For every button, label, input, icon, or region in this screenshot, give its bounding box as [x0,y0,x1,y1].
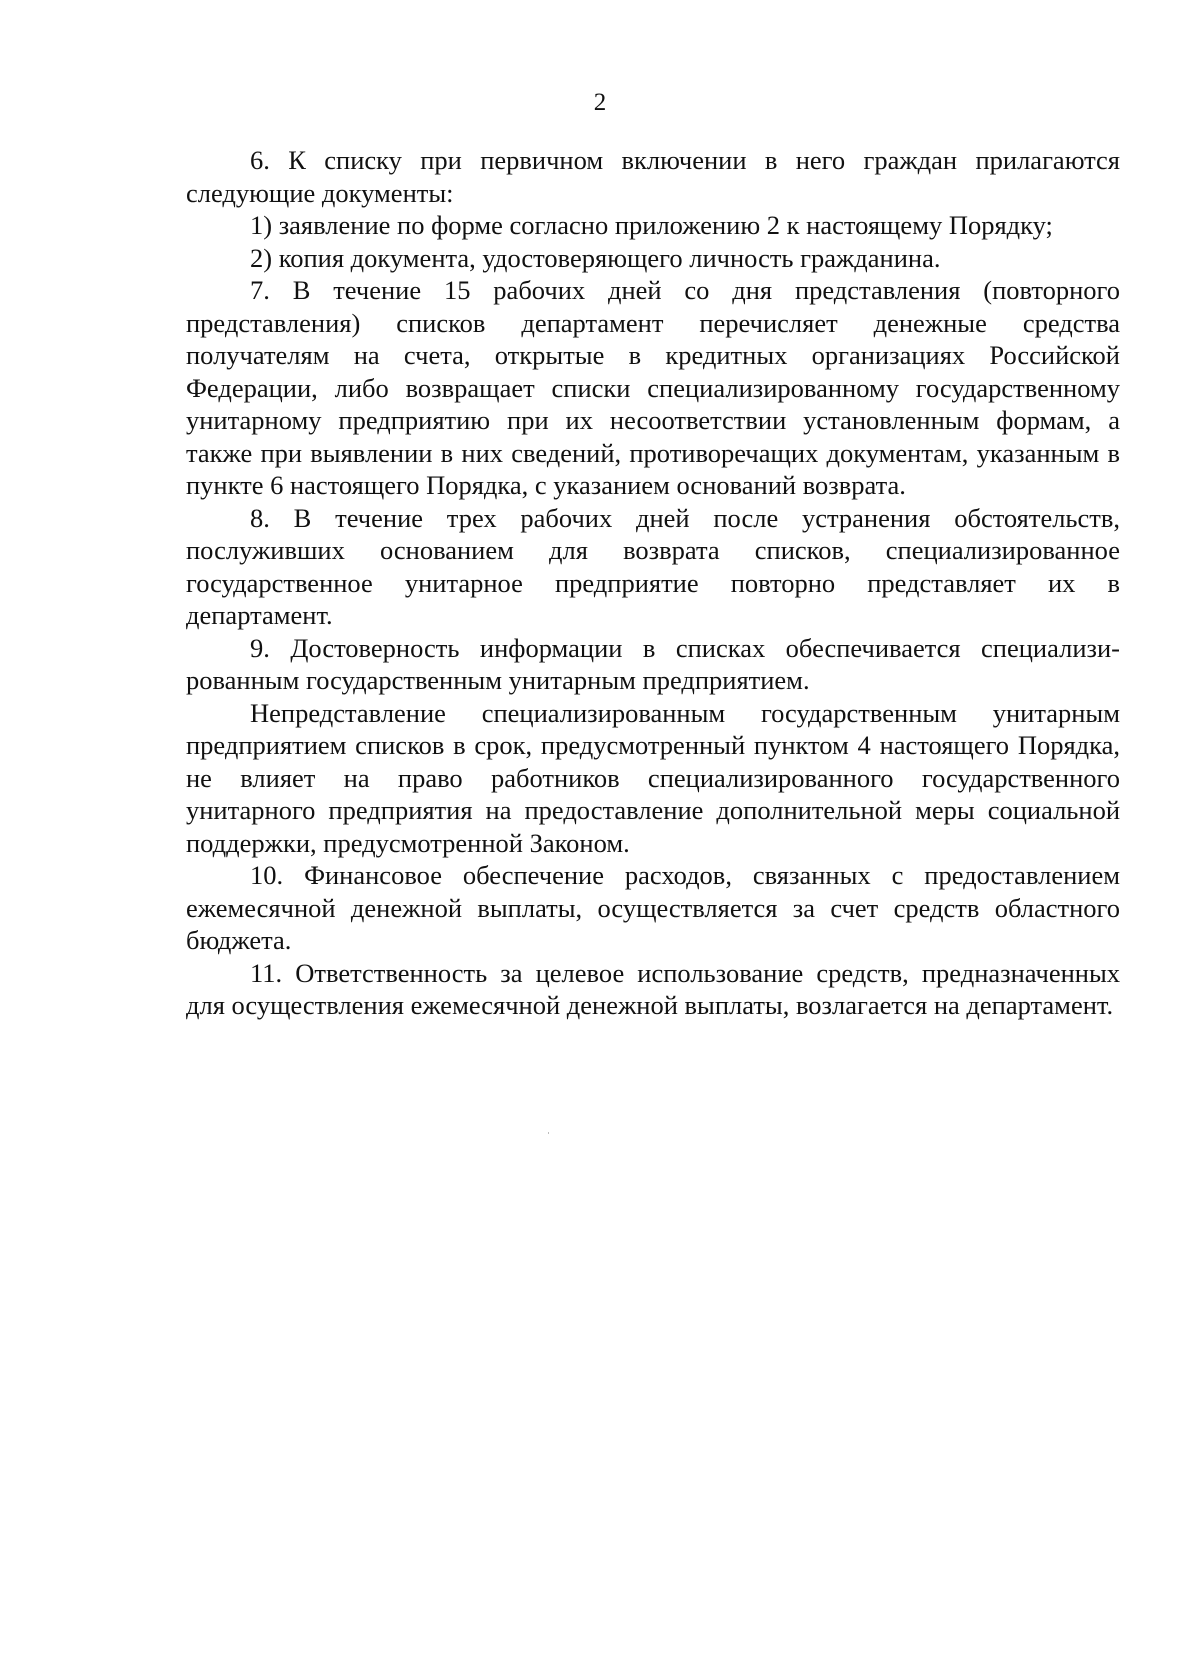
page-number: 2 [593,89,607,116]
paragraph-item-6: 6. К списку при первичном включении в него граждан прилагаются следующие документы: [186,145,1120,208]
paragraph-item-8: 8. В течение трех рабочих дней после устранения обстоятельств, послуживших основанием для возврата списков, специализированное государственное унитарное предприятие повторно представляет их в департамент. [186,502,1120,630]
document-body [186,144,1120,1022]
paragraph-item-10: 10. Финансовое обеспечение расходов, связанных с предоставлением ежемесячной денежной выплаты, осуществляется за счет средств областного бюджета. [186,860,1120,955]
paragraph-subitem-2: 2) копия документа, удостоверяющего личность гражданина. [250,242,941,273]
scan-artifact [548,1132,549,1134]
paragraph-subitem-1: 1) заявление по форме согласно приложению 2 к настоящему Порядку; [250,210,1053,240]
paragraph-item-9: 9. Достоверность информации в списках обеспечивается специализированным государственным унитарным предприятием. [186,632,1120,695]
paragraph-item-11: 11. Ответственность за целевое использование средств, предназначенных для осуществления ежемесячной денежной выплаты, возлагается на департамент. [186,957,1120,1020]
paragraph-item-7: 7. В течение 15 рабочих дней со дня представления (повторного представления) списков департамент перечисляет денежные средства получателям на счета, открытые в кредитных организациях Российской Федерации, либо возвращает списки специализированному государственному унитарному предприятию при их несоответствии установленным формам, а также при выявлении в них сведений, противоречащих документам, указанным в пункте 6 настоящего Порядка, с указанием оснований возврата. [186,275,1120,500]
paragraph-item-9-continuation: Непредставление специализированным государственным унитарным предприятием списков в срок, предусмотренный пунктом 4 настоящего Порядка, не влияет на право работников специализированного государственного унитарного предприятия на предоставление дополнительной меры социальной поддержки, предусмотренной Законом. [186,697,1120,858]
